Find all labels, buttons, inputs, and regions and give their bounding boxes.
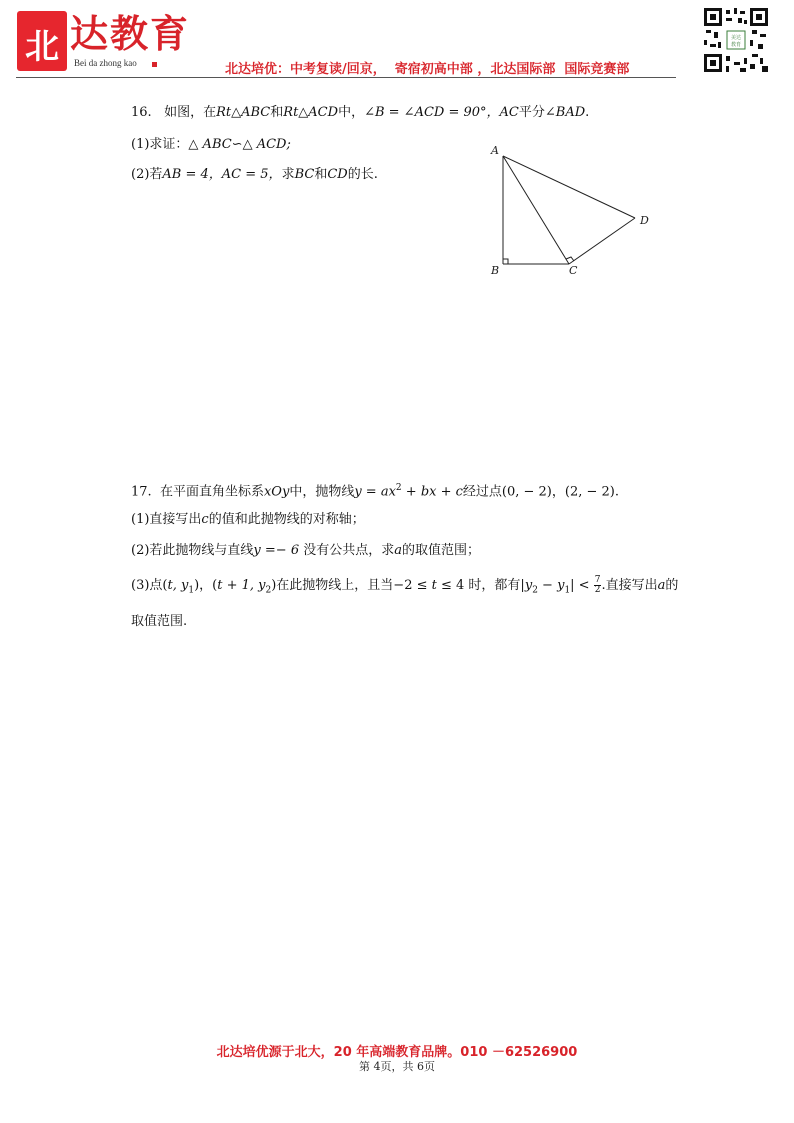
q16-stem: [131, 104, 589, 122]
q17-equation: y = ax: [354, 484, 396, 500]
q17-part3-text: ≤ 4 时，都有|: [436, 578, 525, 593]
q17-part3-text: )，(: [194, 578, 218, 593]
q16-condition: ∠B = ∠ACD = 90°，: [364, 105, 500, 120]
q16-math: AC: [499, 105, 519, 120]
logo-subtitle: Bei da zhong kao: [74, 58, 137, 68]
q17-part3-math: a: [657, 578, 666, 593]
q16-text: 如图，在: [164, 105, 217, 120]
logo-name: 达教育: [70, 11, 191, 56]
q17-stem: [131, 479, 619, 501]
q16-part1-math: △ ABC∽△ ACD;: [188, 137, 291, 152]
q16-part1: [131, 136, 291, 154]
fraction-denominator: 2: [594, 585, 601, 595]
logo-square-icon: [152, 62, 157, 67]
q16-number: 16.: [131, 105, 152, 120]
q17-part2-math: a: [394, 543, 402, 558]
q17-part3-text: )在此抛物线上，且当−2 ≤: [271, 578, 432, 593]
q17-part2-text: 的取值范围；: [402, 543, 481, 558]
q17-part2-text: (2)若此抛物线与直线: [131, 543, 254, 558]
q16-part2-math: AB = 4，AC = 5，: [162, 167, 282, 182]
footer-brand: 北达培优源于北大，20 年高端教育品牌。010 －62526900: [216, 1045, 578, 1060]
q16-text: 中，: [338, 105, 365, 120]
q16-math: BAD: [555, 105, 586, 120]
q17-part2: [131, 542, 480, 560]
q17-part3-text: (3)点(: [131, 578, 168, 593]
q16-math: Rt: [283, 105, 299, 120]
q17-part3: [131, 576, 678, 600]
q16-part1-label: (1)求证：: [131, 137, 189, 152]
q17-part1: [131, 511, 365, 529]
q16-symbol: △: [298, 105, 309, 120]
label-c: C: [569, 264, 578, 277]
q17-part3-text: | <: [570, 578, 594, 593]
svg-text:美达: 美达: [730, 35, 742, 41]
svg-text:教育: 教育: [730, 42, 742, 48]
q16-text: 平分∠: [518, 105, 556, 120]
page-number: 第 4页，共 6页: [359, 1060, 435, 1073]
q17-number: 17.: [131, 484, 152, 500]
q17-part1-math: c: [201, 512, 209, 527]
q17-part3-math: y: [524, 578, 533, 593]
q17-part1-text: (1)直接写出: [131, 512, 202, 527]
q16-math: ACD: [308, 105, 339, 120]
q16-text: .: [585, 105, 590, 120]
q16-symbol: △: [231, 105, 242, 120]
q16-part2: [131, 166, 378, 184]
q16-part2-math: CD: [327, 167, 348, 182]
q16-part2-text: 和: [314, 167, 328, 182]
logo-mark: [17, 11, 67, 71]
header-slogan: 北达培优：中考复读/回京， 寄宿初高中部 ，北达国际部 国际竞赛部: [225, 62, 630, 77]
fraction-numerator: 7: [594, 575, 601, 585]
q16-math: ABC: [241, 105, 271, 120]
q17-part3-math: t + 1, y: [217, 578, 266, 593]
q17-part3-sub: 1: [188, 585, 195, 596]
q17-part1-text: 的值和此抛物线的对称轴；: [208, 512, 365, 527]
q17-exponent: 2: [395, 483, 402, 493]
label-a: A: [491, 144, 499, 157]
q16-geometry-figure: [488, 144, 658, 284]
q17-part3-text: .直接写出: [601, 578, 658, 593]
logo-char: 北: [25, 27, 59, 67]
segment-ac: [503, 156, 569, 264]
q16-part2-text: 求: [281, 167, 295, 182]
q16-part2-text: 的长.: [347, 167, 378, 182]
q17-part3-text: 的: [665, 578, 679, 593]
header-divider: [16, 77, 676, 78]
q17-part3-sub: 2: [532, 585, 538, 596]
q16-part2-label: (2)若: [131, 167, 163, 182]
q17-part3-math: t: [431, 578, 437, 593]
q17-part2-text: 没有公共点，求: [299, 543, 395, 558]
q16-part2-math: BC: [294, 167, 315, 182]
segment-ad: [503, 156, 635, 218]
q17-equation: + bx + c: [401, 484, 463, 500]
q17-part3-math: − y: [537, 578, 565, 593]
qr-code-icon: [704, 8, 768, 72]
q17-part3-math: t, y: [167, 578, 189, 593]
segment-cd: [569, 218, 635, 264]
q17-part2-math: y =− 6: [253, 543, 300, 558]
right-angle-b-icon: [503, 259, 508, 264]
q16-text: 和: [270, 105, 284, 120]
q17-text: 经过点(0, − 2)，(2, − 2).: [462, 484, 619, 500]
label-d: D: [640, 214, 649, 227]
label-b: B: [491, 264, 500, 277]
q16-math: Rt: [216, 105, 232, 120]
q17-text: 中，抛物线: [289, 484, 355, 500]
q17-text: 在平面直角坐标系: [159, 484, 264, 500]
q17-math: xOy: [263, 484, 290, 500]
q17-part3-sub: 1: [564, 585, 571, 596]
q17-part3-sub: 2: [265, 585, 272, 596]
q17-part3-line2: 取值范围.: [131, 614, 188, 629]
